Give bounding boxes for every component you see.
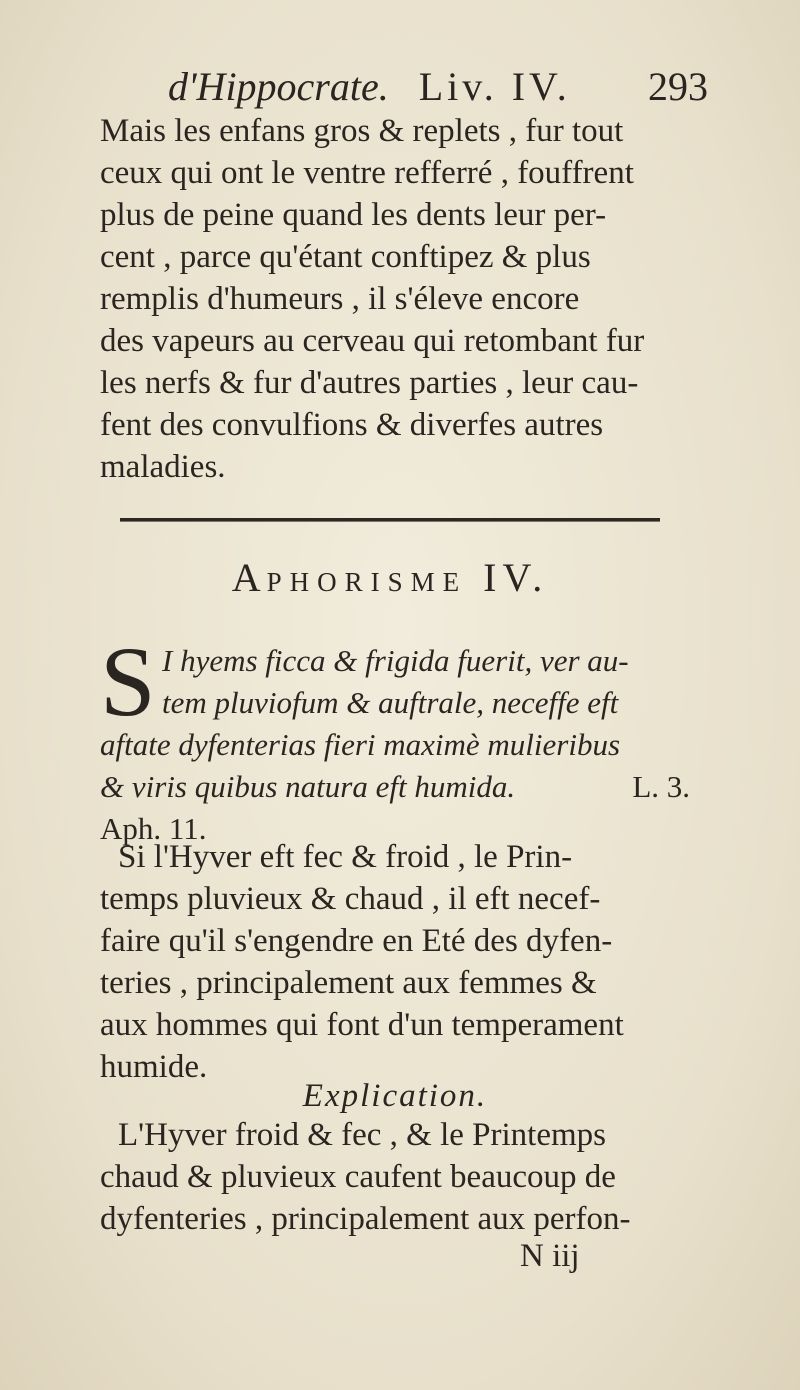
running-head <box>168 62 708 112</box>
latin-line: Aph. 11. <box>100 811 207 846</box>
text-line: aux hommes qui font d'un temperament <box>100 1007 624 1043</box>
latin-aphorism <box>100 626 690 850</box>
text-line: chaud & pluvieux caufent beaucoup de <box>100 1159 616 1195</box>
latin-line: aftate dyfenterias fieri maximè mulieribus <box>100 727 621 762</box>
heading-number: IV. <box>483 555 549 600</box>
signature-mark: N iij <box>520 1238 580 1274</box>
text-line: les nerfs & fur d'autres parties , leur cau- <box>100 365 639 401</box>
text-line: ceux qui ont le ventre refferré , fouffrent <box>100 155 634 191</box>
text-line: L'Hyver froid & fec , & le Printemps <box>118 1117 606 1153</box>
running-head-title: d'Hippocrate. <box>168 64 389 109</box>
latin-line: I hyems ficca & frigida fuerit, ver au- <box>162 643 629 678</box>
text-line: temps pluvieux & chaud , il eft necef- <box>100 881 601 917</box>
text-line: des vapeurs au cerveau qui retombant fur <box>100 323 645 359</box>
text-line: remplis d'humeurs , il s'éleve encore <box>100 281 580 317</box>
latin-line: tem pluviofum & auftrale, neceffe eft <box>162 685 619 720</box>
text-line: teries , principalement aux femmes & <box>100 965 597 1001</box>
heading-initial: A <box>231 555 267 600</box>
text-line: faire qu'il s'engendre en Eté des dyfen- <box>100 923 613 959</box>
latin-line-text: & viris quibus natura eft humida. <box>100 769 516 804</box>
text-line: humide. <box>100 1049 208 1085</box>
french-translation <box>100 836 690 1088</box>
explication-heading: Explication. <box>302 1078 488 1114</box>
reference: L. 3. <box>632 769 690 804</box>
paragraph-body <box>100 110 690 488</box>
page-number: 293 <box>648 64 708 109</box>
text-line: dyfenteries , principalement aux perfon- <box>100 1201 631 1237</box>
explication-body <box>100 1114 690 1240</box>
section-heading <box>120 548 660 608</box>
text-line: Mais les enfans gros & replets , fur tout <box>100 113 624 149</box>
text-line: Si l'Hyver eft fec & froid , le Prin- <box>118 839 573 875</box>
heading-word: PHORISME <box>266 567 468 597</box>
text-line: plus de peine quand les dents leur per- <box>100 197 607 233</box>
text-line: maladies. <box>100 449 226 485</box>
text-line: fent des convulfions & diverfes autres <box>100 407 604 443</box>
drop-cap: S <box>100 626 156 737</box>
latin-line <box>100 766 690 808</box>
section-divider <box>120 518 660 522</box>
text-line: cent , parce qu'étant conftipez & plus <box>100 239 591 275</box>
running-head-book: Liv. IV. <box>418 64 571 109</box>
